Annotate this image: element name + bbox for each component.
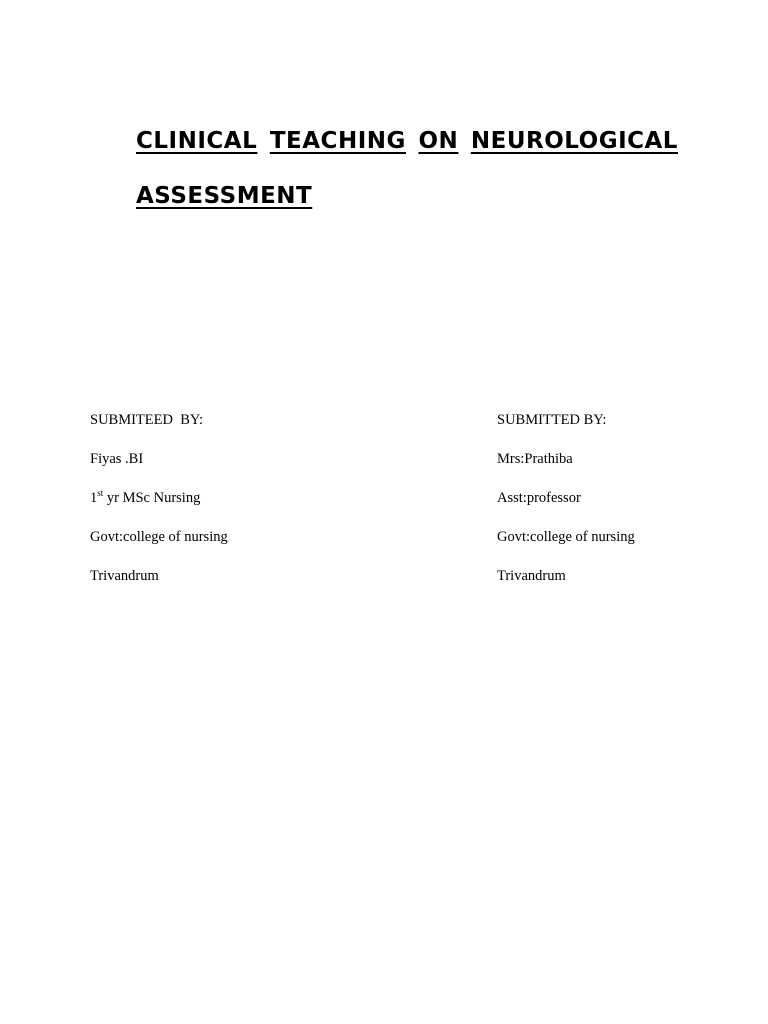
faculty-college: Govt:college of nursing [497,529,635,545]
student-heading: SUBMITEED BY: [90,412,204,428]
student-name: Fiyas .BI [90,451,144,467]
document-title-line-2: ASSESSMENT [136,183,313,209]
title-word: NEUROLOGICAL [470,128,678,154]
submitted-to-faculty [497,410,635,605]
student-college: Govt:college of nursing [90,529,228,545]
student-city: Trivandrum [90,568,159,584]
title-word: TEACHING [269,128,406,154]
faculty-city: Trivandrum [497,568,566,584]
document-title-line-1 [136,128,678,154]
student-year [90,488,228,527]
faculty-name: Mrs:Prathiba [497,451,573,467]
title-word: CLINICAL [136,128,258,154]
title-word: ON [418,128,459,154]
year-number: 1 [90,490,98,506]
year-course: yr MSc Nursing [103,490,201,506]
year-suffix: st [97,488,104,499]
submitted-by-student [90,410,228,605]
faculty-heading: SUBMITTED BY: [497,412,607,428]
faculty-designation: Asst:professor [497,490,581,506]
